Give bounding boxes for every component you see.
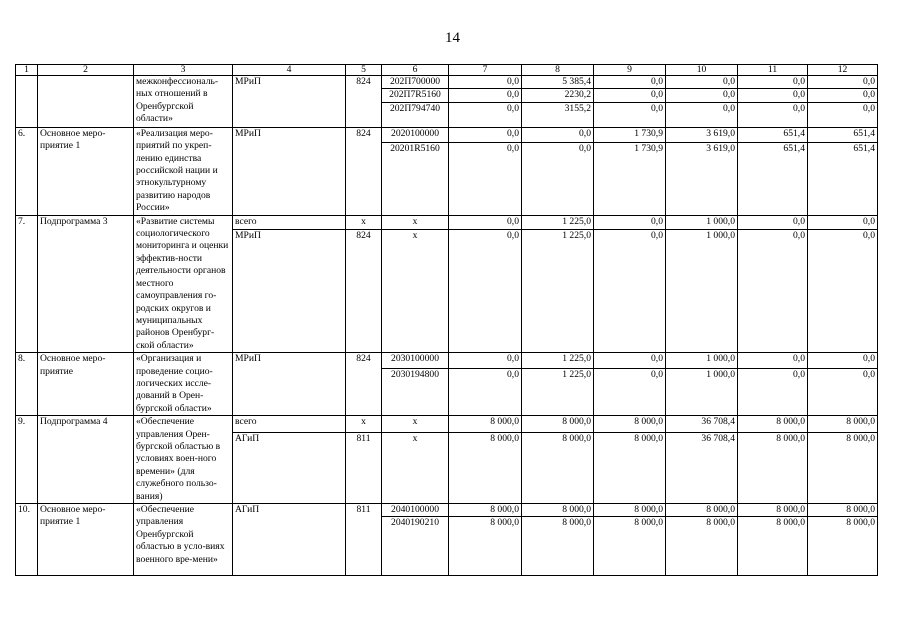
code-csr: 202П7R5160 — [382, 89, 449, 102]
value-cell: 1 000,0 — [666, 215, 738, 229]
value-cell: 0,0 — [594, 369, 666, 416]
value-cell: 651,4 — [738, 127, 808, 142]
header-cell: 9 — [594, 65, 666, 76]
program-description: «Организация и проведение социо-логических иссле-дований в Орен-бургской области» — [134, 353, 233, 416]
code-grbs: 811 — [346, 504, 382, 576]
row-number: 6. — [16, 127, 38, 215]
code-csr: 20201R5160 — [382, 142, 449, 215]
page-number: 14 — [445, 30, 460, 46]
executor: МРиП — [233, 230, 346, 353]
value-cell: 1 000,0 — [666, 230, 738, 353]
value-cell: 8 000,0 — [449, 517, 522, 576]
header-cell: 2 — [38, 65, 134, 76]
header-cell: 1 — [16, 65, 38, 76]
value-cell: 8 000,0 — [522, 517, 594, 576]
code-grbs: 824 — [346, 353, 382, 416]
value-cell: 0,0 — [449, 102, 522, 127]
value-cell: 0,0 — [808, 353, 878, 369]
code-csr: 2030194800 — [382, 369, 449, 416]
value-cell: 651,4 — [808, 142, 878, 215]
executor: всего — [233, 215, 346, 229]
value-cell: 0,0 — [449, 230, 522, 353]
value-cell: 0,0 — [666, 76, 738, 89]
value-cell: 0,0 — [522, 127, 594, 142]
budget-table — [15, 64, 878, 576]
program-name — [38, 76, 134, 128]
value-cell: 8 000,0 — [594, 433, 666, 504]
executor: МРиП — [233, 353, 346, 416]
value-cell: 0,0 — [738, 369, 808, 416]
value-cell: 0,0 — [449, 127, 522, 142]
code-csr: 202П794740 — [382, 102, 449, 127]
code-csr: x — [382, 215, 449, 229]
value-cell: 0,0 — [738, 76, 808, 89]
value-cell: 0,0 — [808, 230, 878, 353]
value-cell: 8 000,0 — [808, 517, 878, 576]
code-grbs: x — [346, 215, 382, 229]
executor: АГиП — [233, 433, 346, 504]
header-row — [16, 65, 878, 76]
value-cell: 1 000,0 — [666, 369, 738, 416]
value-cell: 3155,2 — [522, 102, 594, 127]
code-csr: 2030100000 — [382, 353, 449, 369]
value-cell: 8 000,0 — [666, 504, 738, 517]
value-cell: 1 225,0 — [522, 369, 594, 416]
row-number: 8. — [16, 353, 38, 416]
value-cell: 8 000,0 — [449, 416, 522, 433]
value-cell: 0,0 — [808, 102, 878, 127]
value-cell: 0,0 — [449, 369, 522, 416]
value-cell: 8 000,0 — [808, 504, 878, 517]
value-cell: 8 000,0 — [738, 504, 808, 517]
value-cell: 36 708,4 — [666, 433, 738, 504]
value-cell: 0,0 — [594, 76, 666, 89]
program-name: Основное меро-приятие 1 — [38, 127, 134, 215]
value-cell: 8 000,0 — [522, 504, 594, 517]
executor: МРиП — [233, 127, 346, 215]
value-cell: 3 619,0 — [666, 142, 738, 215]
code-grbs: 824 — [346, 127, 382, 215]
value-cell: 0,0 — [738, 215, 808, 229]
table-row — [16, 127, 878, 142]
value-cell: 8 000,0 — [738, 433, 808, 504]
value-cell: 8 000,0 — [738, 416, 808, 433]
value-cell: 0,0 — [449, 353, 522, 369]
header-cell: 6 — [382, 65, 449, 76]
row-number: 9. — [16, 416, 38, 504]
program-name: Подпрограмма 3 — [38, 215, 134, 352]
value-cell: 1 730,9 — [594, 127, 666, 142]
code-grbs: x — [346, 416, 382, 433]
value-cell: 0,0 — [594, 89, 666, 102]
code-grbs: 824 — [346, 230, 382, 353]
header-cell: 12 — [808, 65, 878, 76]
value-cell: 8 000,0 — [594, 504, 666, 517]
row-number: 7. — [16, 215, 38, 352]
program-description: «Обеспечение управления Оренбургской областью в усло-виях военного вре-мени» — [134, 504, 233, 576]
code-csr: 2040190210 — [382, 517, 449, 576]
program-name: Подпрограмма 4 — [38, 416, 134, 504]
executor: всего — [233, 416, 346, 433]
value-cell: 0,0 — [449, 215, 522, 229]
value-cell: 1 730,9 — [594, 142, 666, 215]
value-cell: 0,0 — [666, 89, 738, 102]
value-cell: 5 385,4 — [522, 76, 594, 89]
header-cell: 8 — [522, 65, 594, 76]
table-row — [16, 76, 878, 89]
value-cell: 1 225,0 — [522, 215, 594, 229]
value-cell: 8 000,0 — [522, 416, 594, 433]
value-cell: 0,0 — [738, 102, 808, 127]
row-number: 10. — [16, 504, 38, 576]
program-description: «Реализация меро-приятий по укреп-лению единства российской нации и этнокультурному развитию народов России» — [134, 127, 233, 215]
value-cell: 651,4 — [808, 127, 878, 142]
value-cell: 0,0 — [738, 353, 808, 369]
header-cell: 4 — [233, 65, 346, 76]
executor: МРиП — [233, 76, 346, 128]
value-cell: 0,0 — [449, 76, 522, 89]
value-cell: 0,0 — [666, 102, 738, 127]
value-cell: 8 000,0 — [449, 433, 522, 504]
value-cell: 0,0 — [594, 230, 666, 353]
program-description: «Развитие системы социологического мониторинга и оценки эффектив-ности деятельности органов местного самоуправления го-родских округов и муниципальных районов Оренбург-ской области» — [134, 215, 233, 352]
value-cell: 8 000,0 — [449, 504, 522, 517]
code-grbs: 824 — [346, 76, 382, 128]
value-cell: 0,0 — [808, 215, 878, 229]
header-cell: 10 — [666, 65, 738, 76]
value-cell: 1 225,0 — [522, 230, 594, 353]
code-csr: x — [382, 230, 449, 353]
value-cell: 0,0 — [522, 142, 594, 215]
value-cell: 1 225,0 — [522, 353, 594, 369]
value-cell: 36 708,4 — [666, 416, 738, 433]
value-cell: 8 000,0 — [594, 416, 666, 433]
value-cell: 0,0 — [808, 369, 878, 416]
value-cell: 651,4 — [738, 142, 808, 215]
value-cell: 0,0 — [808, 76, 878, 89]
table-row — [16, 353, 878, 369]
code-csr: 2020100000 — [382, 127, 449, 142]
header-cell: 7 — [449, 65, 522, 76]
value-cell: 8 000,0 — [594, 517, 666, 576]
header-cell: 5 — [346, 65, 382, 76]
program-name: Основное меро-приятие — [38, 353, 134, 416]
value-cell: 0,0 — [738, 89, 808, 102]
value-cell: 2230,2 — [522, 89, 594, 102]
table-row — [16, 416, 878, 433]
value-cell: 0,0 — [594, 215, 666, 229]
code-csr: 202П700000 — [382, 76, 449, 89]
value-cell: 3 619,0 — [666, 127, 738, 142]
code-csr: x — [382, 433, 449, 504]
code-csr: x — [382, 416, 449, 433]
executor: АГиП — [233, 504, 346, 576]
program-description: межконфессиональ-ных отношений в Оренбургской области» — [134, 76, 233, 128]
program-description: «Обеспечение управления Орен-бургской областью в условиях воен-ного времени» (для служебного пользо-вания) — [134, 416, 233, 504]
value-cell: 0,0 — [449, 89, 522, 102]
value-cell: 8 000,0 — [738, 517, 808, 576]
row-number — [16, 76, 38, 128]
code-csr: 2040100000 — [382, 504, 449, 517]
program-name: Основное меро-приятие 1 — [38, 504, 134, 576]
header-cell: 3 — [134, 65, 233, 76]
value-cell: 0,0 — [808, 89, 878, 102]
value-cell: 0,0 — [594, 353, 666, 369]
value-cell: 0,0 — [738, 230, 808, 353]
value-cell: 8 000,0 — [666, 517, 738, 576]
table-row — [16, 215, 878, 229]
value-cell: 0,0 — [449, 142, 522, 215]
value-cell: 8 000,0 — [522, 433, 594, 504]
code-grbs: 811 — [346, 433, 382, 504]
value-cell: 8 000,0 — [808, 433, 878, 504]
table-row — [16, 504, 878, 517]
value-cell: 1 000,0 — [666, 353, 738, 369]
value-cell: 8 000,0 — [808, 416, 878, 433]
header-cell: 11 — [738, 65, 808, 76]
value-cell: 0,0 — [594, 102, 666, 127]
